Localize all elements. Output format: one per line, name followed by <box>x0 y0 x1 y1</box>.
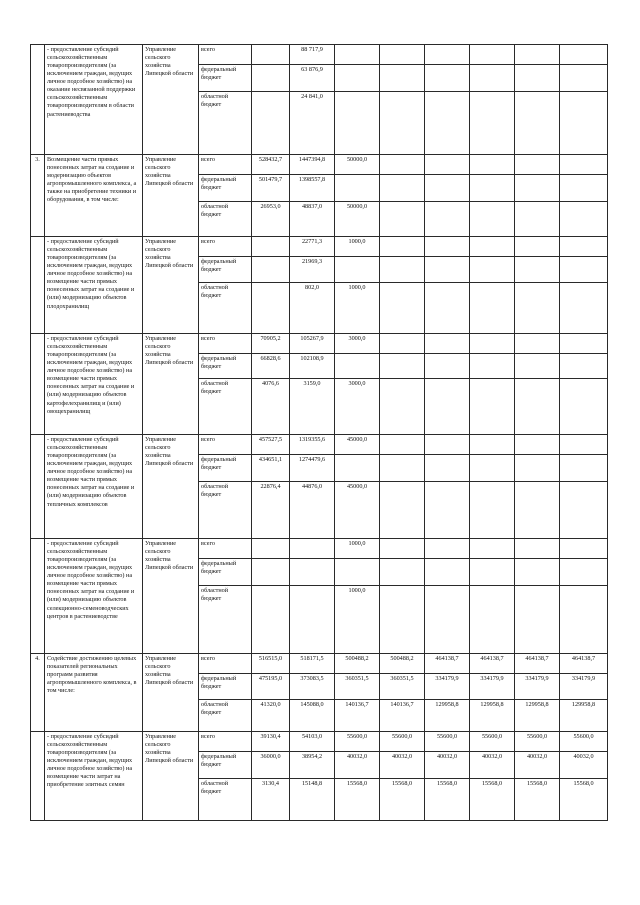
table-row <box>31 237 608 257</box>
value-cell <box>380 283 425 334</box>
value-cell <box>335 559 380 586</box>
value-cell <box>380 559 425 586</box>
funding-source-label: федеральный бюджет <box>199 65 252 92</box>
value-cell <box>560 202 608 237</box>
value-cell <box>470 586 515 654</box>
value-cell: 45000,0 <box>335 435 380 455</box>
value-cell <box>380 482 425 539</box>
value-cell <box>425 65 470 92</box>
funding-source-label: областной бюджет <box>199 700 252 732</box>
value-cell <box>380 455 425 482</box>
value-cell: 39130,4 <box>252 732 290 752</box>
value-cell: 105267,9 <box>290 334 335 354</box>
value-cell: 334179,9 <box>515 674 560 700</box>
value-cell <box>515 92 560 155</box>
value-cell: 40032,0 <box>425 752 470 779</box>
value-cell <box>425 155 470 175</box>
value-cell <box>560 175 608 202</box>
measure-description: - предоставление субсидий сельскохозяйственным товаропроизводителям (за исключением граждан, ведущих личное подсобное хозяйство) на возмещение части затрат на приобретение элитных семян <box>45 732 143 821</box>
value-cell: 464138,7 <box>515 654 560 674</box>
executor-cell: Управление сельского хозяйства Липецкой области <box>143 334 199 435</box>
executor-cell: Управление сельского хозяйства Липецкой области <box>143 732 199 821</box>
value-cell <box>425 354 470 379</box>
value-cell <box>470 257 515 283</box>
value-cell: 40032,0 <box>380 752 425 779</box>
value-cell: 434651,1 <box>252 455 290 482</box>
value-cell <box>290 559 335 586</box>
value-cell <box>252 559 290 586</box>
value-cell: 1000,0 <box>335 283 380 334</box>
funding-source-label: всего <box>199 155 252 175</box>
funding-source-label: федеральный бюджет <box>199 257 252 283</box>
funding-source-label: федеральный бюджет <box>199 752 252 779</box>
funding-source-label: областной бюджет <box>199 586 252 654</box>
value-cell <box>515 354 560 379</box>
table-row <box>31 334 608 354</box>
value-cell <box>380 334 425 354</box>
value-cell <box>425 257 470 283</box>
value-cell <box>425 482 470 539</box>
measure-description: - предоставление субсидий сельскохозяйственным товаропроизводителям (за исключением граждан, ведущих личное подсобное хозяйство) на возмещение части прямых понесенных затрат на создание и (или) модернизацию объектов селекционно-семеноводческих центров в растениеводстве <box>45 539 143 654</box>
value-cell: 55600,0 <box>470 732 515 752</box>
funding-source-label: федеральный бюджет <box>199 455 252 482</box>
value-cell: 1447394,8 <box>290 155 335 175</box>
funding-source-label: федеральный бюджет <box>199 175 252 202</box>
value-cell <box>380 45 425 65</box>
value-cell <box>560 45 608 65</box>
measure-description: - предоставление субсидий сельскохозяйственным товаропроизводителям (за исключением граждан, ведущих личное подсобное хозяйство) на возмещение части прямых понесенных затрат на создание и (или) модернизацию объектов плодохранилищ <box>45 237 143 334</box>
value-cell: 55600,0 <box>380 732 425 752</box>
table-row <box>31 654 608 674</box>
value-cell: 334179,9 <box>425 674 470 700</box>
value-cell <box>380 379 425 435</box>
value-cell <box>252 65 290 92</box>
value-cell <box>380 175 425 202</box>
value-cell <box>425 175 470 202</box>
table-row <box>31 539 608 559</box>
value-cell <box>425 202 470 237</box>
value-cell: 15568,0 <box>380 779 425 821</box>
value-cell: 373083,5 <box>290 674 335 700</box>
value-cell <box>470 45 515 65</box>
value-cell <box>380 354 425 379</box>
value-cell <box>425 455 470 482</box>
executor-cell: Управление сельского хозяйства Липецкой области <box>143 237 199 334</box>
value-cell: 70905,2 <box>252 334 290 354</box>
value-cell <box>380 202 425 237</box>
funding-source-label: областной бюджет <box>199 283 252 334</box>
value-cell <box>470 455 515 482</box>
value-cell: 501479,7 <box>252 175 290 202</box>
value-cell: 464138,7 <box>425 654 470 674</box>
value-cell: 63 876,9 <box>290 65 335 92</box>
value-cell: 102108,9 <box>290 354 335 379</box>
value-cell <box>335 455 380 482</box>
value-cell <box>515 65 560 92</box>
value-cell <box>470 559 515 586</box>
value-cell <box>470 92 515 155</box>
value-cell <box>470 539 515 559</box>
value-cell <box>515 155 560 175</box>
value-cell <box>560 482 608 539</box>
value-cell <box>380 92 425 155</box>
value-cell: 50000,0 <box>335 202 380 237</box>
value-cell: 360351,5 <box>380 674 425 700</box>
value-cell: 500488,2 <box>335 654 380 674</box>
funding-source-label: областной бюджет <box>199 92 252 155</box>
value-cell <box>560 379 608 435</box>
funding-source-label: федеральный бюджет <box>199 354 252 379</box>
value-cell <box>470 175 515 202</box>
value-cell: 129958,8 <box>560 700 608 732</box>
table-row <box>31 435 608 455</box>
value-cell <box>380 65 425 92</box>
value-cell: 3159,0 <box>290 379 335 435</box>
value-cell <box>515 379 560 435</box>
value-cell: 360351,5 <box>335 674 380 700</box>
value-cell: 48837,0 <box>290 202 335 237</box>
value-cell: 15568,0 <box>470 779 515 821</box>
value-cell: 15568,0 <box>335 779 380 821</box>
value-cell: 55600,0 <box>515 732 560 752</box>
value-cell <box>425 435 470 455</box>
value-cell: 22876,4 <box>252 482 290 539</box>
value-cell <box>380 237 425 257</box>
value-cell: 3000,0 <box>335 334 380 354</box>
value-cell <box>560 334 608 354</box>
value-cell: 88 717,9 <box>290 45 335 65</box>
row-number: 4. <box>31 654 45 732</box>
value-cell: 1000,0 <box>335 586 380 654</box>
value-cell <box>252 257 290 283</box>
value-cell: 518171,5 <box>290 654 335 674</box>
measure-description: - предоставление субсидий сельскохозяйственным товаропроизводителям (за исключением граждан, ведущих личное подсобное хозяйство) на возмещение части прямых понесенных затрат на создание и (или) модернизацию объектов картофелехранилищ и (или) овощехранилищ <box>45 334 143 435</box>
funding-source-label: областной бюджет <box>199 779 252 821</box>
value-cell: 802,0 <box>290 283 335 334</box>
value-cell: 26953,0 <box>252 202 290 237</box>
value-cell <box>515 45 560 65</box>
row-number <box>31 539 45 654</box>
value-cell <box>515 202 560 237</box>
executor-cell: Управление сельского хозяйства Липецкой области <box>143 45 199 155</box>
value-cell: 45000,0 <box>335 482 380 539</box>
row-number <box>31 732 45 821</box>
value-cell <box>515 482 560 539</box>
value-cell <box>380 155 425 175</box>
value-cell <box>470 482 515 539</box>
value-cell <box>252 92 290 155</box>
value-cell: 15148,8 <box>290 779 335 821</box>
row-number: 3. <box>31 155 45 237</box>
value-cell <box>425 379 470 435</box>
value-cell <box>335 354 380 379</box>
value-cell: 54103,0 <box>290 732 335 752</box>
value-cell <box>335 175 380 202</box>
table-row <box>31 155 608 175</box>
value-cell <box>560 455 608 482</box>
value-cell: 528432,7 <box>252 155 290 175</box>
value-cell: 129958,8 <box>470 700 515 732</box>
value-cell: 500488,2 <box>380 654 425 674</box>
value-cell: 21969,3 <box>290 257 335 283</box>
value-cell: 41320,0 <box>252 700 290 732</box>
value-cell <box>470 379 515 435</box>
value-cell <box>380 539 425 559</box>
funding-source-label: областной бюджет <box>199 202 252 237</box>
value-cell: 40032,0 <box>515 752 560 779</box>
value-cell <box>425 92 470 155</box>
row-number <box>31 334 45 435</box>
value-cell <box>470 283 515 334</box>
value-cell: 36000,0 <box>252 752 290 779</box>
value-cell <box>425 539 470 559</box>
funding-source-label: всего <box>199 45 252 65</box>
row-number <box>31 237 45 334</box>
value-cell <box>470 65 515 92</box>
value-cell: 1398557,8 <box>290 175 335 202</box>
value-cell <box>425 586 470 654</box>
value-cell <box>425 334 470 354</box>
value-cell <box>425 559 470 586</box>
value-cell <box>515 435 560 455</box>
value-cell <box>515 586 560 654</box>
funding-source-label: всего <box>199 732 252 752</box>
funding-source-label: всего <box>199 237 252 257</box>
table-row <box>31 732 608 752</box>
value-cell <box>335 45 380 65</box>
value-cell: 1000,0 <box>335 237 380 257</box>
executor-cell: Управление сельского хозяйства Липецкой области <box>143 435 199 539</box>
value-cell: 334179,9 <box>470 674 515 700</box>
value-cell <box>335 65 380 92</box>
budget-table <box>30 44 608 821</box>
value-cell <box>252 283 290 334</box>
value-cell: 55600,0 <box>425 732 470 752</box>
value-cell: 464138,7 <box>560 654 608 674</box>
value-cell <box>560 559 608 586</box>
value-cell <box>470 202 515 237</box>
value-cell: 457527,5 <box>252 435 290 455</box>
value-cell: 1000,0 <box>335 539 380 559</box>
value-cell <box>515 257 560 283</box>
value-cell <box>560 257 608 283</box>
value-cell <box>290 539 335 559</box>
funding-source-label: всего <box>199 539 252 559</box>
value-cell <box>560 237 608 257</box>
value-cell <box>252 539 290 559</box>
value-cell: 3000,0 <box>335 379 380 435</box>
row-number <box>31 435 45 539</box>
measure-description: - предоставление субсидий сельскохозяйственным товаропроизводителям (за исключением граждан, ведущих личное подсобное хозяйство) на оказание несвязанной поддержки сельскохозяйственным товаропроизводителям в области растениеводства <box>45 45 143 155</box>
value-cell: 40032,0 <box>335 752 380 779</box>
executor-cell: Управление сельского хозяйства Липецкой области <box>143 155 199 237</box>
value-cell: 1319355,6 <box>290 435 335 455</box>
value-cell <box>290 586 335 654</box>
value-cell: 22771,3 <box>290 237 335 257</box>
value-cell: 140136,7 <box>335 700 380 732</box>
executor-cell: Управление сельского хозяйства Липецкой области <box>143 539 199 654</box>
funding-source-label: всего <box>199 334 252 354</box>
value-cell: 475195,0 <box>252 674 290 700</box>
value-cell: 15568,0 <box>515 779 560 821</box>
funding-source-label: областной бюджет <box>199 482 252 539</box>
value-cell <box>425 283 470 334</box>
value-cell <box>252 237 290 257</box>
value-cell: 129958,8 <box>515 700 560 732</box>
value-cell <box>515 283 560 334</box>
value-cell <box>425 45 470 65</box>
value-cell: 4076,6 <box>252 379 290 435</box>
value-cell <box>515 455 560 482</box>
value-cell: 15568,0 <box>425 779 470 821</box>
value-cell <box>560 354 608 379</box>
value-cell <box>515 539 560 559</box>
value-cell <box>560 586 608 654</box>
value-cell <box>560 92 608 155</box>
funding-source-label: федеральный бюджет <box>199 559 252 586</box>
value-cell <box>252 45 290 65</box>
value-cell: 55600,0 <box>335 732 380 752</box>
value-cell <box>515 334 560 354</box>
funding-source-label: всего <box>199 654 252 674</box>
value-cell <box>560 155 608 175</box>
value-cell: 15568,0 <box>560 779 608 821</box>
funding-source-label: всего <box>199 435 252 455</box>
value-cell: 55600,0 <box>560 732 608 752</box>
value-cell <box>470 334 515 354</box>
row-number <box>31 45 45 155</box>
value-cell: 1274479,6 <box>290 455 335 482</box>
value-cell <box>470 237 515 257</box>
value-cell: 464138,7 <box>470 654 515 674</box>
value-cell <box>252 586 290 654</box>
value-cell: 66828,6 <box>252 354 290 379</box>
funding-source-label: федеральный бюджет <box>199 674 252 700</box>
value-cell <box>425 237 470 257</box>
value-cell <box>560 539 608 559</box>
value-cell: 334179,9 <box>560 674 608 700</box>
value-cell <box>470 435 515 455</box>
value-cell: 40032,0 <box>560 752 608 779</box>
value-cell <box>470 155 515 175</box>
value-cell <box>560 65 608 92</box>
value-cell: 145088,0 <box>290 700 335 732</box>
value-cell: 38954,2 <box>290 752 335 779</box>
value-cell <box>380 586 425 654</box>
value-cell: 3130,4 <box>252 779 290 821</box>
value-cell: 44876,0 <box>290 482 335 539</box>
value-cell <box>560 435 608 455</box>
value-cell <box>560 283 608 334</box>
measure-description: - предоставление субсидий сельскохозяйственным товаропроизводителям (за исключением граждан, ведущих личное подсобное хозяйство) на возмещение части прямых понесенных затрат на создание и (или) модернизацию объектов тепличных комплексов <box>45 435 143 539</box>
value-cell <box>515 237 560 257</box>
value-cell: 129958,8 <box>425 700 470 732</box>
table-body <box>31 45 608 821</box>
value-cell: 40032,0 <box>470 752 515 779</box>
measure-description: Содействие достижению целевых показателей региональных программ развития агропромышленного комплекса, в том числе: <box>45 654 143 732</box>
value-cell <box>335 92 380 155</box>
value-cell <box>380 257 425 283</box>
value-cell <box>380 435 425 455</box>
value-cell <box>470 354 515 379</box>
funding-source-label: областной бюджет <box>199 379 252 435</box>
executor-cell: Управление сельского хозяйства Липецкой области <box>143 654 199 732</box>
value-cell <box>515 175 560 202</box>
value-cell <box>515 559 560 586</box>
value-cell: 24 841,0 <box>290 92 335 155</box>
measure-description: Возмещение части прямых понесенных затрат на создание и модернизацию объектов агропромышленного комплекса, а также на приобретение техники и оборудования, в том числе: <box>45 155 143 237</box>
value-cell: 140136,7 <box>380 700 425 732</box>
table-row <box>31 45 608 65</box>
value-cell: 516515,0 <box>252 654 290 674</box>
value-cell <box>335 257 380 283</box>
value-cell: 50000,0 <box>335 155 380 175</box>
